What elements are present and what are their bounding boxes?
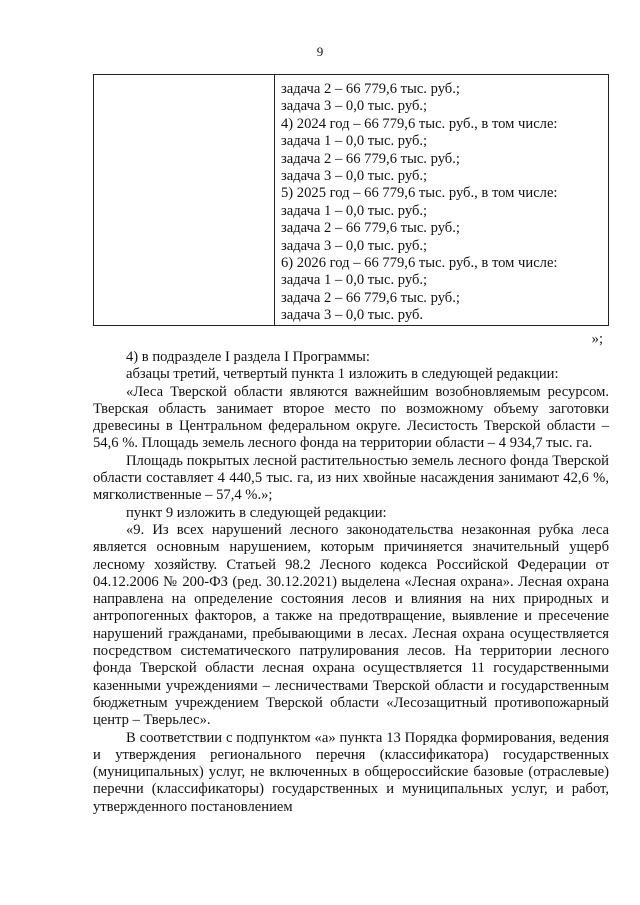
paragraph: абзацы третий, четвертый пункта 1 изложить в следующей редакции: bbox=[126, 366, 559, 383]
paragraph: «Леса Тверской области являются важнейшим возобновляемым ресурсом. Тверская область занимает второе место по возможному объему заготовки древесины в Центральном федеральном округе. Лесистость Тверской области – 54,6 %. Площадь земель лесного фонда на территории области – 4 934,7 тыс. га. bbox=[93, 383, 609, 452]
table-line: задача 3 – 0,0 тыс. руб.; bbox=[281, 98, 428, 115]
table-line: задача 1 – 0,0 тыс. руб.; bbox=[281, 133, 428, 150]
table-line: задача 2 – 66 779,6 тыс. руб.; bbox=[281, 81, 460, 97]
paragraph: «9. Из всех нарушений лесного законодательства незаконная рубка леса является основным нарушением, которым причиняется значительный ущерб лесному хозяйству. Статьей 98.2 Лесного кодекса Российской Федерации от 04.12.2006 № 200-ФЗ (ред. 30.12.2021) выделена «Лесная охрана». Лесная охрана направлена на определение состояния лесов и влияния на них природных и антропогенных факторов, а также на предотвращение, выявление и пресечение нарушений гражданами, пребывающими в лесах. Лесная охрана осуществляется посредством систематического патрулирования лесов. На территории лесного фонда Тверской области лесная охрана осуществляется 11 государственными казенными учреждениями – лесничествами Тверской области и государственным бюджетным учреждением Тверской области «Лесозащитный противопожарный центр – Тверьлес». bbox=[93, 521, 609, 729]
page-number: 9 bbox=[316, 44, 324, 59]
table-line: задача 3 – 0,0 тыс. руб.; bbox=[281, 168, 428, 185]
table-line: задача 1 – 0,0 тыс. руб.; bbox=[281, 272, 428, 289]
table-line: задача 2 – 66 779,6 тыс. руб.; bbox=[281, 150, 460, 167]
document-body bbox=[93, 349, 609, 816]
table-line: задача 1 – 0,0 тыс. руб.; bbox=[281, 202, 428, 219]
paragraph: 4) в подразделе I раздела I Программы: bbox=[126, 349, 370, 365]
table-line: 5) 2025 год – 66 779,6 тыс. руб., в том числе: bbox=[281, 185, 558, 202]
table-row bbox=[94, 75, 609, 326]
paragraph: пункт 9 изложить в следующей редакции: bbox=[126, 504, 387, 521]
table-line: задача 2 – 66 779,6 тыс. руб.; bbox=[281, 220, 460, 237]
table-line: задача 3 – 0,0 тыс. руб.; bbox=[281, 237, 428, 254]
table-line: 4) 2024 год – 66 779,6 тыс. руб., в том числе: bbox=[281, 115, 558, 132]
table-line: задача 3 – 0,0 тыс. руб. bbox=[281, 307, 424, 324]
paragraph: Площадь покрытых лесной растительностью земель лесного фонда Тверской области составляет 4 440,5 тыс. га, из них хвойные насаждения занимают 42,6 %, мягколиственные – 57,4 %.»; bbox=[93, 452, 609, 504]
paragraph: В соответствии с подпунктом «а» пункта 13 Порядка формирования, ведения и утверждения регионального перечня (классификатора) государственных (муниципальных) услуг, не включенных в общероссийские базовые (отраслевые) перечни (классификаторы) государственных и муниципальных услуг, и работ, утвержденного постановлением bbox=[93, 729, 609, 815]
budget-table bbox=[93, 74, 609, 326]
table-right-cell bbox=[275, 75, 609, 326]
closing-quote: »; bbox=[591, 331, 603, 347]
table-line: 6) 2026 год – 66 779,6 тыс. руб., в том числе: bbox=[281, 255, 558, 272]
table-line: задача 2 – 66 779,6 тыс. руб.; bbox=[281, 289, 460, 306]
table-left-cell bbox=[94, 75, 275, 326]
